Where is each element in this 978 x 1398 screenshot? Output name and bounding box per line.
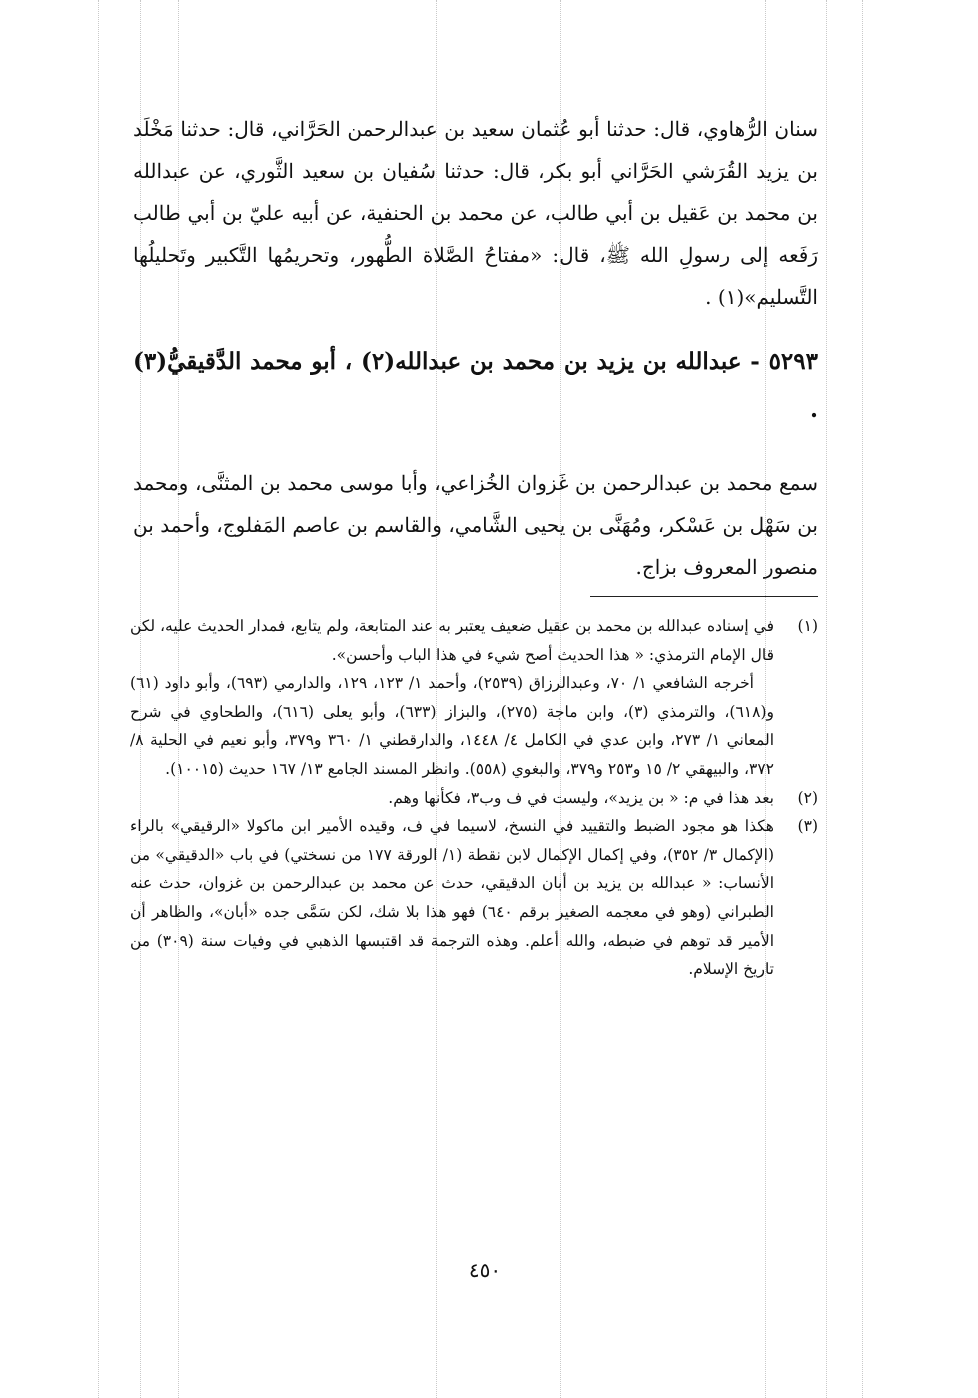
footnotes — [130, 612, 818, 984]
footnote — [130, 612, 818, 784]
guide-line — [862, 0, 863, 1398]
footnote — [130, 812, 818, 984]
footnote-paragraph: هكذا هو مجود الضبط والتقييد في النسخ، لاسيما في ف، وقيده الأمير ابن ماكولا «الرقيقي» بالراء (الإكمال ٣/ ٣٥٢)، وفي إكمال الإكمال لابن نقطة (١/ الورقة ١٧٧ من نسختي) في باب «الدقيقي» من الأنساب: « عبدالله بن يزيد بن أبان الدقيقي، حدث عن محمد بن عبدالرحمن بن غزوان، حدث عنه الطبراني (وهو في معجمه الصغير برقم ٦٤٠) فهو هذا بلا شك، لكن سَمَّى جده «أبان»، والظاهر أن الأمير قد توهم في ضبطه، والله أعلم. وهذه الترجمة قد اقتبسها الذهبي في وفيات سنة (٣٠٩) من تاريخ الإسلام. — [130, 817, 775, 979]
footnote-number: (٣) — [797, 817, 818, 836]
entry-heading-block — [133, 338, 818, 434]
entry-heading: ٥٢٩٣ - عبدالله بن يزيد بن محمد بن عبدالله(٢) ، أبو محمد الدَّقيقيُّ(٣) . — [133, 348, 818, 423]
page-number: ٤٥٠ — [468, 1258, 502, 1282]
footnote-body — [130, 784, 774, 813]
footnote — [130, 784, 818, 813]
footnote-paragraph: في إسناده عبدالله بن محمد بن عقيل ضعيف يعتبر به عند المتابعة، ولم يتابع، فمدار الحديث عليه، لكن قال الإمام الترمذي: « هذا الحديث أصح شيء في هذا الباب وأحسن». — [130, 617, 774, 664]
footnote-body — [130, 812, 774, 984]
main-paragraph: سنان الرُّهاوي، قال: حدثنا أبو عُثمان سعيد بن عبدالرحمن الحَرَّاني، قال: حدثنا مَخْلَد بن يزيد القُرَشي الحَرَّاني أبو بكر، قال: حدثنا سُفيان بن سعيد الثَّوري، عن عبدالله بن محمد بن عَقيل بن أبي طالب، عن محمد بن الحنفية، عن أبيه عليّ بن أبي طالب رَفَعه إلى رسولِ الله ﷺ، قال: «مفتاحُ الصَّلاة الطُّهور، وتحريمُها التَّكبير وتَحليلُها التَّسليم»(١) . — [133, 117, 818, 309]
footnote-number: (١) — [797, 617, 818, 635]
guide-line — [98, 0, 99, 1398]
guide-line — [826, 0, 827, 1398]
footnote-paragraph: أخرجه الشافعي ١/ ٧٠، وعبدالرزاق (٢٥٣٩)، وأحمد ١/ ١٢٣، ١٢٩، والدارمي (٦٩٣)، وأبو داود (٦١) و(٦١٨)، والترمذي (٣)، وابن ماجة (٢٧٥)، والبزاز (٦٣٣)، وأبو يعلى (٦١٦)، والطحاوي في شرح المعاني ١/ ٢٧٣، وابن عدي في الكامل ٤/ ١٤٤٨، والدارقطني ١/ ٣٦٠ و٣٧٩، وأبو نعيم في الحلية ٨/ ٣٧٢، والبيهقي ٢/ ١٥ و٢٥٣ و٣٧٩، والبغوي (٥٥٨). وانظر المسند الجامع ١٣/ ١٦٧ حديث (١٠٠١٥). — [130, 674, 775, 778]
footnote-number: (٢) — [797, 788, 818, 807]
footnote-body — [130, 612, 774, 784]
footnote-paragraph: بعد هذا في م: « بن يزيد»، وليست في ف وب٣، فكأنها وهم. — [388, 788, 774, 807]
footnote-separator — [590, 596, 818, 597]
entry-body: سمع محمد بن عبدالرحمن بن غَزوان الخُزاعي، وأبا موسى محمد بن المثنَّى، ومحمد بن سَهْل بن عَسْكر، ومُهَنَّى بن يحيى الشَّامي، والقاسم بن عاصم المَفلوج، وأحمد بن منصور المعروف بزاج. — [133, 471, 818, 579]
main-text-block — [133, 108, 818, 318]
entry-body-block — [133, 462, 818, 588]
